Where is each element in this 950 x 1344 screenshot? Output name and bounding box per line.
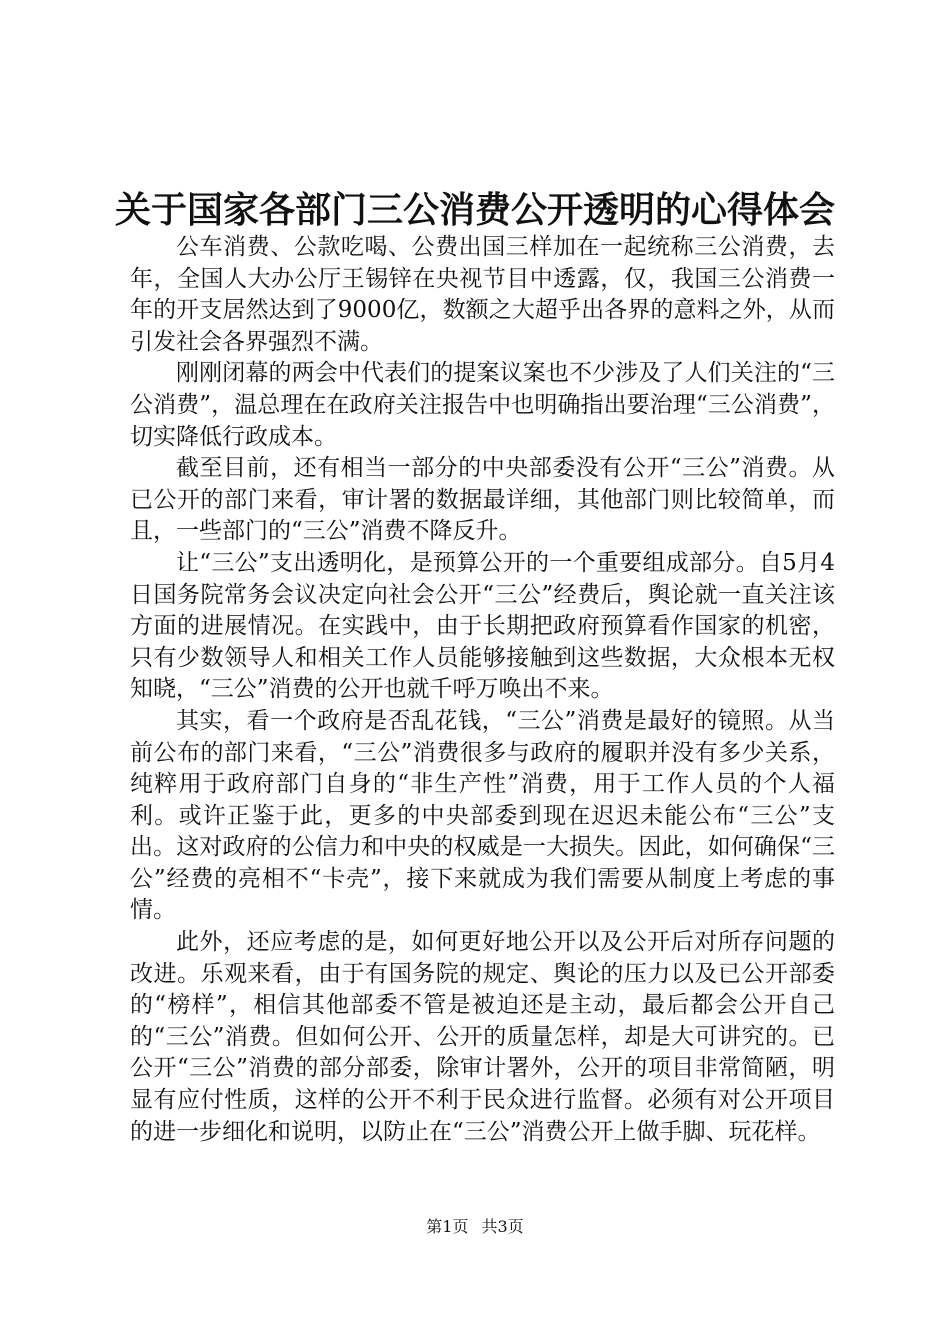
paragraph-2: 刚刚闭幕的两会中代表们的提案议案也不少涉及了人们关注的“三公消费”，温总理在在政府关注报告中也明确指出要治理“三公消费”，切实降低行政成本。: [130, 360, 835, 450]
document-title: 关于国家各部门三公消费公开透明的心得体会: [114, 189, 835, 231]
page-footer: [0, 1217, 950, 1237]
paragraph-5: 其实，看一个政府是否乱花钱，“三公”消费是最好的镜照。从当前公布的部门来看，“三公”消费很多与政府的履职并没有多少关系，纯粹用于政府部门自身的“非生产性”消费，用于工作人员的个人福利。或许正鉴于此，更多的中央部委到现在迟迟未能公布“三公”支出。这对政府的公信力和中央的权威是一大损失。因此，如何确保“三公”经费的亮相不“卡壳”，接下来就成为我们需要从制度上考虑的事情。: [130, 707, 835, 924]
page-total: 共3页: [481, 1217, 524, 1236]
paragraph-4: 让“三公”支出透明化，是预算公开的一个重要组成部分。自5月4日国务院常务会议决定向社会公开“三公”经费后，舆论就一直关注该方面的进展情况。在实践中，由于长期把政府预算看作国家的机密，只有少数领导人和相关工作人员能够接触到这些数据，大众根本无权知晓，“三公”消费的公开也就千呼万唤出不来。: [130, 549, 835, 703]
paragraph-3: 截至目前，还有相当一部分的中央部委没有公开“三公”消费。从已公开的部门来看，审计署的数据最详细，其他部门则比较简单，而且，一些部门的“三公”消费不降反升。: [130, 455, 835, 545]
paragraph-6: 此外，还应考虑的是，如何更好地公开以及公开后对所存问题的改进。乐观来看，由于有国务院的规定、舆论的压力以及已公开部委的“榜样”，相信其他部委不管是被迫还是主动，最后都会公开自己的“三公”消费。但如何公开、公开的质量怎样，却是大可讲究的。已公开“三公”消费的部分部委，除审计署外，公开的项目非常简陋，明显有应付性质，这样的公开不利于民众进行监督。必须有对公开项目的进一步细化和说明，以防止在“三公”消费公开上做手脚、玩花样。: [130, 929, 835, 1145]
paragraph-1: 公车消费、公款吃喝、公费出国三样加在一起统称三公消费，去年，全国人大办公厅王锡锌在央视节目中透露，仅，我国三公消费一年的开支居然达到了9000亿，数额之大超乎出各界的意料之外，从而引发社会各界强烈不满。: [130, 234, 835, 355]
page-number: 第1页: [426, 1217, 469, 1236]
document-body: [130, 232, 835, 1148]
